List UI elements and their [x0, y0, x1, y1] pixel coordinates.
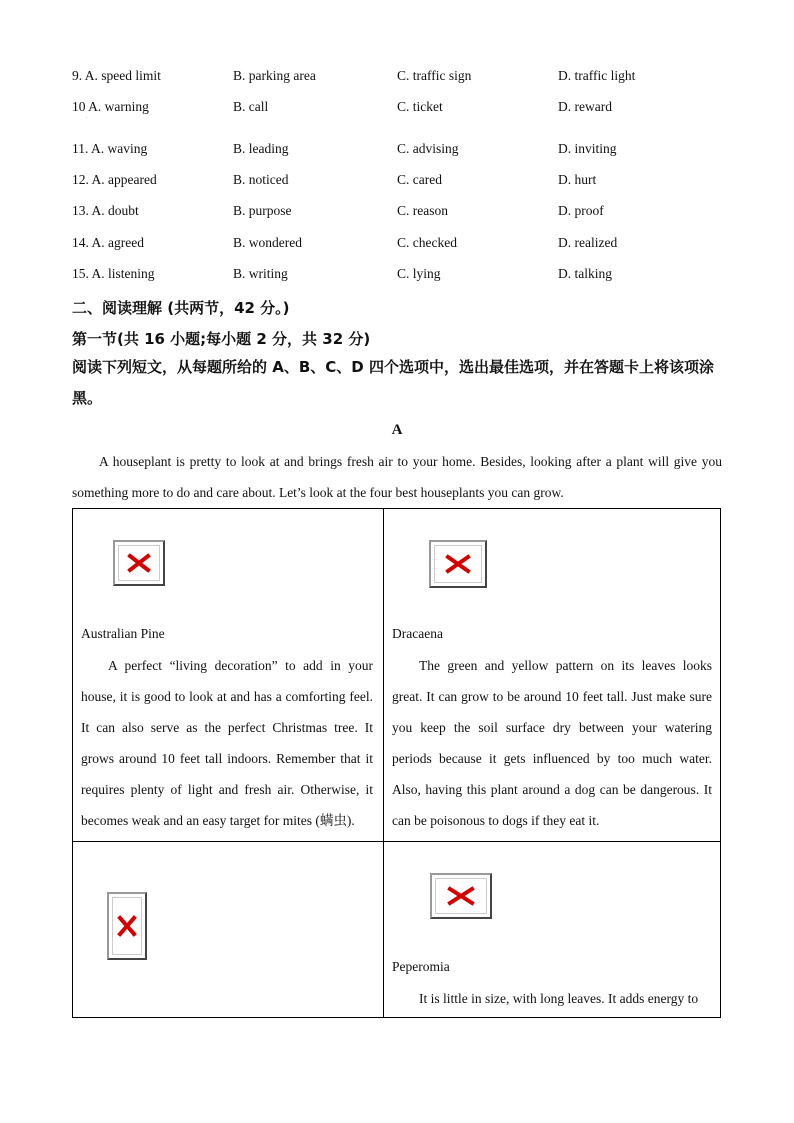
plant-description: The green and yellow pattern on its leaves looks great. It can grow to be around 10 feet tall. Just make sure you keep the soil surface dry between your watering periods because it gets influenced by too much water. Also, having this plant around a dog can be dangerous. It can be poisonous to dogs if they eat it. — [392, 658, 712, 828]
question-12-options — [72, 172, 732, 192]
question-9-options — [72, 68, 732, 88]
question-13-options — [72, 203, 732, 223]
option-d: D. proof — [558, 203, 604, 218]
stray-mark: 𝄒 — [86, 118, 88, 124]
broken-image-icon — [430, 873, 492, 919]
option-a: 15. A. listening — [72, 266, 155, 281]
option-b: B. noticed — [233, 172, 289, 187]
option-c: C. checked — [397, 235, 457, 250]
question-11-options — [72, 141, 732, 161]
option-b: B. writing — [233, 266, 288, 281]
plant-cell-australian-pine — [73, 509, 383, 841]
plant-description: It is little in size, with long leaves. It adds energy to — [419, 991, 699, 1006]
option-a: 12. A. appeared — [72, 172, 157, 187]
question-15-options — [72, 266, 732, 286]
question-10-options — [72, 99, 732, 119]
plants-table — [72, 508, 721, 1018]
option-b: B. leading — [233, 141, 289, 156]
part-title: 第一节(共 16 小题;每小题 2 分，共 32 分) — [72, 330, 371, 348]
option-b: B. parking area — [233, 68, 316, 83]
broken-image-icon — [113, 540, 165, 586]
plant-cell-empty — [73, 842, 383, 1018]
option-d: D. hurt — [558, 172, 597, 187]
option-c: C. cared — [397, 172, 442, 187]
plant-name: Australian Pine — [81, 626, 165, 641]
option-b: B. wondered — [233, 235, 302, 250]
option-c: C. reason — [397, 203, 448, 218]
option-c: C. traffic sign — [397, 68, 472, 83]
option-d: D. reward — [558, 99, 612, 114]
option-a: 9. A. speed limit — [72, 68, 161, 83]
instruction: 阅读下列短文，从每题所给的 A、B、C、D 四个选项中，选出最佳选项，并在答题卡上将该项涂黑。 — [72, 358, 714, 407]
option-d: D. inviting — [558, 141, 617, 156]
broken-image-icon — [107, 892, 147, 960]
broken-image-icon — [429, 540, 487, 588]
option-d: D. talking — [558, 266, 612, 281]
plant-name: Peperomia — [392, 959, 450, 974]
option-d: D. realized — [558, 235, 618, 250]
passage-intro: A houseplant is pretty to look at and brings fresh air to your home. Besides, looking after a plant will give you something more to do and care about. Let’s look at the four best houseplants you can grow. — [72, 454, 722, 500]
section-title: 二、阅读理解 (共两节，42 分。) — [72, 299, 290, 317]
plant-cell-peperomia — [384, 842, 722, 1018]
option-a: 14. A. agreed — [72, 235, 144, 250]
question-14-options — [72, 235, 732, 255]
plant-name: Dracaena — [392, 626, 443, 641]
passage-letter: A — [391, 422, 403, 438]
option-c: C. ticket — [397, 99, 443, 114]
plant-cell-dracaena — [384, 509, 722, 841]
option-c: C. lying — [397, 266, 441, 281]
option-a: 13. A. doubt — [72, 203, 139, 218]
option-a: 11. A. waving — [72, 141, 148, 156]
plant-description: A perfect “living decoration” to add in your house, it is good to look at and has a comforting feel. It can also serve as the perfect Christmas tree. It grows around 10 feet tall indoors. Remember that it requires plenty of light and fresh air. Otherwise, it becomes weak and an easy target for mites (螨虫). — [81, 658, 373, 828]
option-d: D. traffic light — [558, 68, 636, 83]
option-c: C. advising — [397, 141, 459, 156]
option-a: 10 A. warning — [72, 99, 149, 114]
option-b: B. call — [233, 99, 269, 114]
option-b: B. purpose — [233, 203, 292, 218]
